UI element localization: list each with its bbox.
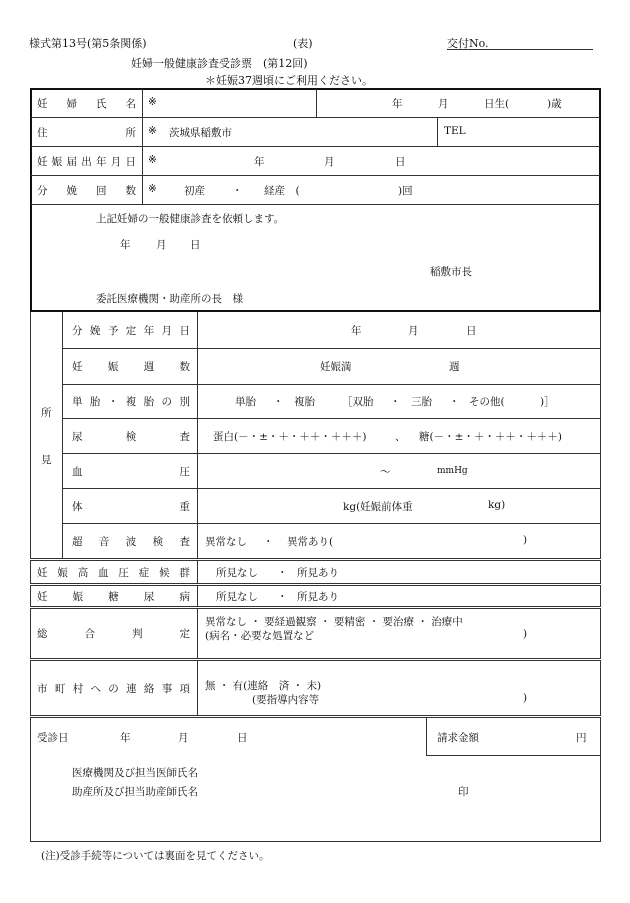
- row-divider: [62, 418, 600, 419]
- applicant-section: [30, 88, 601, 312]
- issue-number-underline: [447, 49, 593, 50]
- blood-pressure-label: 血 圧: [72, 466, 190, 478]
- triplets-option: 三胎: [411, 396, 432, 408]
- claim-yen: 円: [576, 732, 587, 744]
- dob-age: )歳: [547, 98, 562, 110]
- address-value: 茨城県稲敷市: [169, 127, 232, 139]
- exam-year: 年: [120, 732, 131, 744]
- doctor-name-label: 医療機関及び担当医師氏名: [72, 767, 198, 779]
- address-label: 住 所: [37, 127, 136, 139]
- section-left-edge: [30, 312, 31, 558]
- report-day: 日: [395, 156, 406, 168]
- row-divider: [62, 488, 600, 489]
- weeks-prefix: 妊娠満: [320, 361, 352, 373]
- ultrasound-normal: 異常なし: [205, 536, 247, 548]
- municipal-close: ): [523, 692, 528, 704]
- due-year: 年: [351, 325, 362, 337]
- name-label: 妊 婦 氏 名: [37, 98, 136, 110]
- body-weight-label: 体 重: [72, 501, 190, 513]
- overall-judgment-label: 総 合 判 定: [37, 628, 190, 640]
- issue-number-label: 交付No.: [447, 37, 489, 50]
- report-date-label: 妊 娠 届 出 年 月 日: [37, 156, 136, 168]
- form-side: (表): [293, 37, 313, 50]
- report-mark: ※: [148, 154, 157, 166]
- result-comma: 、: [395, 431, 406, 443]
- request-year: 年: [120, 239, 131, 251]
- col-divider: [197, 585, 198, 607]
- due-month: 月: [408, 325, 419, 337]
- option-separator: ・: [277, 591, 288, 603]
- footer-note: (注)受診手続等については裏面を見てください。: [41, 850, 270, 862]
- claim-amount-label: 請求金額: [437, 732, 479, 744]
- row-divider: [62, 523, 600, 524]
- weight-value: kg(妊娠前体重: [343, 501, 413, 513]
- municipal-options: 無 ・ 有(連絡 済 ・ 未): [205, 680, 322, 692]
- hypertension-label: 妊 娠 高 血 圧 症 候 群: [37, 567, 190, 579]
- option-separator: ・: [273, 396, 284, 408]
- multipara-option: 経産 (: [264, 185, 300, 197]
- midwife-name-label: 助産所及び担当助産師氏名: [72, 786, 198, 798]
- diabetes-label: 妊 娠 糖 尿 病: [37, 591, 190, 603]
- report-year: 年: [254, 156, 265, 168]
- diabetes-none: 所見なし: [216, 591, 258, 603]
- col-divider: [197, 560, 198, 584]
- row-divider: [62, 348, 600, 349]
- urine-test-label: 尿 検 査: [72, 431, 190, 443]
- overall-note: (病名・必要な処置など: [205, 630, 315, 642]
- delivery-times: )回: [398, 185, 413, 197]
- row-divider: [31, 117, 600, 118]
- primipara-option: 初産: [184, 185, 205, 197]
- due-date-label: 分 娩 予 定 年 月 日: [72, 325, 190, 337]
- row-divider: [31, 175, 600, 176]
- row-divider: [31, 146, 600, 147]
- dob-day: 日生(: [484, 98, 510, 110]
- exam-date-label: 受診日: [37, 732, 69, 744]
- option-separator: ・: [390, 396, 401, 408]
- findings-label-1: 所: [41, 407, 52, 419]
- form-number: 様式第13号(第5条関係): [29, 37, 147, 50]
- multiple-fetus: 複胎: [294, 396, 315, 408]
- col-divider: [197, 608, 198, 659]
- bp-unit: mmHg: [437, 466, 468, 476]
- ultrasound-abnormal: 異常あり(: [287, 536, 334, 548]
- request-text: 上記妊婦の一般健康診査を依頼します。: [96, 213, 285, 225]
- request-addressee: 委託医療機関・助産所の長 様: [96, 293, 243, 305]
- tel-label: TEL: [444, 125, 466, 137]
- sugar-result: 糖(－・±・＋・＋＋・＋＋＋): [419, 431, 562, 443]
- option-separator: ・: [232, 185, 243, 197]
- municipal-note: (要指導内容等: [252, 694, 320, 706]
- diabetes-some: 所見あり: [297, 591, 339, 603]
- municipal-contact-label: 市 町 村 へ の 連 絡 事 項: [37, 683, 190, 695]
- dob-year: 年: [392, 98, 403, 110]
- report-month: 月: [324, 156, 335, 168]
- col-divider: [426, 717, 427, 755]
- col-divider: [437, 118, 438, 146]
- name-mark: ※: [148, 96, 157, 108]
- row-divider: [62, 453, 600, 454]
- option-separator: ・: [263, 536, 274, 548]
- mayor-name: 稲敷市長: [430, 266, 472, 278]
- gestation-weeks-label: 妊 娠 週 数: [72, 361, 190, 373]
- bp-tilde: ～: [380, 466, 391, 478]
- col-divider: [197, 660, 198, 716]
- dob-month: 月: [438, 98, 449, 110]
- col-divider: [316, 89, 317, 117]
- request-day: 日: [190, 239, 201, 251]
- row-divider: [426, 755, 601, 756]
- option-separator: ・: [277, 567, 288, 579]
- other-close: )］: [540, 396, 555, 408]
- ultrasound-close: ): [523, 534, 528, 546]
- option-separator: ・: [449, 396, 460, 408]
- exam-day: 日: [237, 732, 248, 744]
- usage-note: ＊妊娠37週頃にご利用ください。: [205, 74, 373, 87]
- hypertension-none: 所見なし: [216, 567, 258, 579]
- findings-label-2: 見: [41, 454, 52, 466]
- row-divider: [62, 384, 600, 385]
- exam-month: 月: [178, 732, 189, 744]
- weight-unit: kg): [488, 499, 506, 511]
- delivery-mark: ※: [148, 183, 157, 195]
- hypertension-some: 所見あり: [297, 567, 339, 579]
- twins-option: ［双胎: [342, 396, 374, 408]
- due-day: 日: [466, 325, 477, 337]
- single-fetus: 単胎: [235, 396, 256, 408]
- row-divider: [31, 204, 600, 205]
- seal-mark: 印: [458, 786, 469, 798]
- fetus-count-label: 単 胎 ・ 複 胎 の 別: [72, 396, 190, 408]
- form-title: 妊婦一般健康診査受診票 (第12回): [131, 57, 308, 70]
- section-right-edge: [600, 312, 601, 558]
- ultrasound-label: 超 音 波 検 査: [72, 536, 190, 548]
- delivery-count-label: 分 娩 回 数: [37, 185, 136, 197]
- section-bottom-edge: [30, 558, 601, 559]
- weeks-suffix: 週: [449, 361, 460, 373]
- col-divider: [142, 89, 143, 204]
- address-mark: ※: [148, 125, 157, 137]
- request-month: 月: [156, 239, 167, 251]
- overall-close: ): [523, 628, 528, 640]
- other-option: その他(: [469, 396, 505, 408]
- overall-options: 異常なし ・ 要経過観察 ・ 要精密 ・ 要治療 ・ 治療中: [205, 616, 463, 628]
- protein-result: 蛋白(－・±・＋・＋＋・＋＋＋): [213, 431, 367, 443]
